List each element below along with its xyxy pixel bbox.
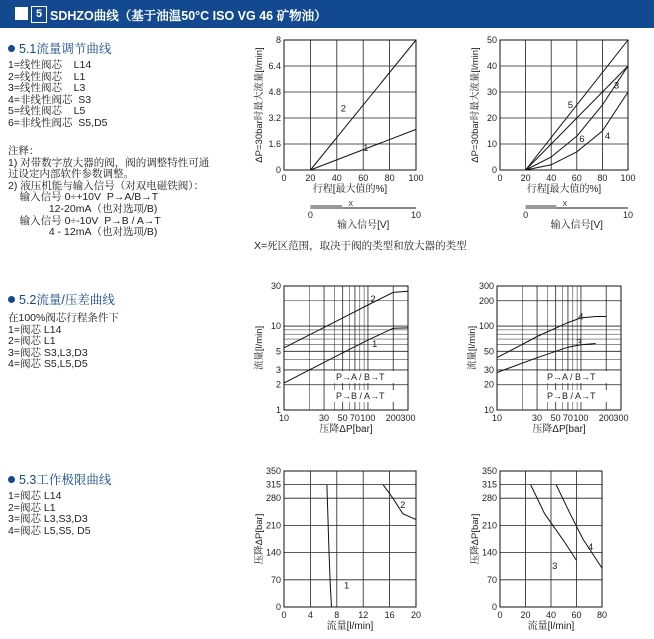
y-tick-label: 70 [270, 574, 281, 585]
deadband-mark: X [348, 201, 354, 208]
series-label: 5 [567, 100, 574, 111]
x-tick-label: 80 [596, 610, 608, 620]
chart-c3 [253, 281, 416, 435]
series-label: 4 [587, 541, 594, 553]
legend-line: 3=阀芯 S3,L3,D3 [8, 346, 88, 359]
x-tick-label: 20 [520, 610, 531, 620]
legend-line: 2=阀芯 L1 [8, 335, 56, 348]
deadband-note: X=死区范围，取决于阀的类型和放大器的类型 [254, 240, 467, 252]
x-tick-label: 40 [331, 173, 342, 183]
legend-line: 4=阀芯 L5,S5, D5 [8, 524, 91, 537]
y-tick-label: 1.6 [268, 139, 281, 149]
x-tick-label: 30 [319, 413, 330, 423]
y-tick-label: 4.8 [268, 87, 281, 97]
x-tick-label: 60 [571, 610, 582, 620]
series-label: 6 [579, 133, 585, 145]
series-line-1 [327, 485, 332, 607]
legend-line: 2=线性阀芯 L1 [8, 70, 86, 83]
x-tick-label: 16 [384, 610, 395, 620]
legend-line: 在100%阀芯行程条件下 [8, 312, 119, 324]
x-tick-label: 100 [573, 413, 589, 423]
y-tick-label: 315 [481, 479, 497, 490]
x-tick-label: 70 [562, 413, 573, 423]
series-label: 2 [340, 103, 347, 115]
y-tick-label: 300 [478, 281, 494, 291]
x-tick-label: 60 [571, 173, 582, 183]
y-tick-label: 0 [275, 602, 281, 612]
y-tick-label: 280 [481, 493, 497, 504]
y-tick-label: 3.2 [268, 113, 281, 123]
y-tick-label: 210 [481, 520, 497, 531]
signal-axis-label: 输入信号[V] [337, 220, 390, 231]
x-axis-label: 流量[l/min] [326, 621, 374, 632]
signal-tick: 0 [307, 210, 313, 220]
y-axis-label: 压降ΔP[bar] [254, 513, 265, 565]
y-tick-label: 30 [270, 281, 281, 291]
legend-line: 3=线性阀芯 L3 [8, 82, 86, 95]
note-line: 12-20mA（也对选项/B) [8, 202, 158, 215]
x-tick-label: 12 [358, 610, 369, 620]
plot-frame [284, 40, 416, 170]
flow-path-label: P→A / B→T [547, 372, 596, 382]
y-axis-label: 压降ΔP[bar] [470, 513, 481, 565]
chart-c2 [469, 35, 636, 231]
y-tick-label: 0 [491, 165, 497, 175]
x-axis-label: 流量[l/min] [527, 621, 575, 632]
x-tick-label: 70 [349, 413, 360, 423]
x-tick-label: 50 [550, 413, 561, 423]
legend-line: 5=线性阀芯 L5 [8, 105, 86, 118]
y-tick-label: 0 [491, 602, 497, 612]
legend-line: 1=阀芯 L14 [8, 490, 62, 502]
y-axis-label: 流量[l/min] [254, 325, 265, 371]
y-tick-label: 140 [481, 547, 497, 558]
series-label: 1 [344, 580, 350, 592]
x-tick-label: 200 [598, 413, 614, 423]
signal-tick: 0 [523, 210, 529, 220]
x-tick-label: 100 [620, 173, 636, 183]
section-title-flow-regulation: 5.1流量调节曲线 [8, 39, 111, 57]
legend-line: 4=阀芯 S5,L5,D5 [8, 358, 88, 371]
deadband-bar [310, 205, 342, 209]
y-tick-label: 140 [265, 547, 281, 558]
note-line: 输入信号 0÷+10V P→A/B→T [8, 191, 159, 204]
y-tick-label: 350 [481, 466, 497, 476]
x-tick-label: 0 [281, 610, 287, 620]
legend-line: 3=阀芯 L3,S3,D3 [8, 513, 88, 526]
x-tick-label: 300 [400, 413, 416, 423]
y-tick-label: 210 [265, 520, 281, 531]
note-line: 注释： [8, 145, 40, 157]
y-axis-label: ΔP=30bar时最大流量[l/min] [254, 47, 265, 163]
x-tick-label: 40 [546, 173, 557, 183]
y-tick-label: 3 [275, 364, 281, 375]
y-tick-label: 8 [275, 35, 281, 45]
y-tick-label: 40 [486, 61, 497, 71]
legend-line: 1=阀芯 L14 [8, 323, 62, 336]
chart-c6 [469, 466, 607, 632]
x-tick-label: 10 [278, 413, 290, 423]
y-tick-label: 10 [270, 321, 281, 332]
x-tick-label: 20 [410, 610, 422, 620]
banner-title: SDHZO曲线（基于油温50°C ISO VG 46 矿物油） [50, 9, 327, 23]
legend-line: 1=线性阀芯 L14 [8, 59, 92, 71]
series-label: 4 [578, 311, 584, 323]
y-tick-label: 6.4 [268, 61, 281, 71]
chart-c5 [253, 466, 421, 632]
y-tick-label: 70 [486, 574, 497, 585]
signal-axis-label: 输入信号[V] [550, 220, 603, 231]
x-tick-label: 20 [305, 173, 316, 183]
x-tick-label: 10 [491, 413, 503, 423]
chart-c4 [466, 281, 629, 435]
plot-frame [284, 471, 416, 607]
x-tick-label: 100 [408, 173, 424, 183]
series-line-2 [284, 291, 408, 351]
y-tick-label: 1 [275, 405, 281, 415]
note-line: 4 - 12mA（也对选项/B) [8, 226, 158, 239]
y-tick-label: 100 [478, 321, 494, 332]
y-tick-label: 5 [275, 346, 281, 357]
flow-path-label: P→A / B→T [336, 372, 385, 382]
y-tick-label: 2 [275, 379, 281, 390]
note-line: 1) 对带数字放大器的阀，阀的调整特性可通 [8, 156, 210, 169]
x-tick-label: 40 [545, 610, 557, 620]
x-axis-label: 压降ΔP[bar] [532, 424, 586, 435]
y-tick-label: 50 [483, 346, 494, 357]
series-label: 3 [552, 561, 558, 573]
plot-frame [500, 40, 628, 170]
series-label: 3 [576, 337, 582, 349]
x-axis-label: 压降ΔP[bar] [319, 424, 373, 435]
note-line: 2) 液压机能与输入信号（对双电磁铁阀）： [8, 179, 205, 192]
y-tick-label: 10 [486, 139, 497, 149]
y-tick-label: 200 [478, 295, 494, 306]
y-tick-label: 30 [486, 87, 497, 97]
flow-path-label: P→B / A→T [547, 391, 596, 401]
y-tick-label: 10 [483, 405, 494, 415]
banner-number: 5 [31, 6, 47, 23]
chart-c1 [253, 35, 424, 231]
section-title-flow-pressure: 5.2流量/压差曲线 [8, 290, 115, 308]
y-tick-label: 280 [265, 493, 281, 504]
y-axis-label: ΔP=30bar时最大流量[l/min] [470, 47, 481, 163]
x-tick-label: 30 [532, 413, 543, 423]
series-line-4 [556, 485, 602, 568]
signal-tick: 10 [622, 210, 634, 220]
x-tick-label: 200 [385, 413, 401, 423]
note-line: 输入信号 0÷-10V P→B / A→T [8, 214, 161, 227]
legend-line: 4=非线性阀芯 S3 [8, 93, 92, 106]
y-tick-label: 30 [483, 364, 494, 375]
x-tick-label: 4 [307, 610, 313, 620]
y-tick-label: 0 [275, 165, 281, 175]
y-tick-label: 50 [486, 35, 497, 45]
series-line-3 [531, 485, 577, 561]
note-line: 过设定内部软件参数调整。 [8, 168, 134, 181]
x-tick-label: 0 [281, 173, 287, 183]
y-tick-label: 20 [486, 113, 497, 123]
signal-tick: 10 [410, 210, 422, 220]
y-tick-label: 20 [483, 379, 494, 390]
x-tick-label: 60 [358, 173, 369, 183]
series-label: 2 [400, 500, 406, 512]
y-axis-label: 流量[l/min] [467, 325, 478, 371]
x-tick-label: 100 [360, 413, 376, 423]
flow-path-label: P→B / A→T [336, 391, 385, 401]
legend-line: 6=非线性阀芯 S5,D5 [8, 116, 108, 129]
x-tick-label: 0 [497, 173, 503, 183]
x-tick-label: 300 [613, 413, 629, 423]
x-axis-label: 行程[最大值的%] [312, 184, 388, 195]
y-tick-label: 350 [265, 466, 281, 476]
series-label: 4 [604, 131, 611, 143]
section-title-operating-limits: 5.3工作极限曲线 [8, 470, 111, 488]
x-tick-label: 50 [337, 413, 348, 423]
x-tick-label: 80 [384, 173, 395, 183]
series-label: 1 [371, 339, 378, 351]
x-tick-label: 80 [597, 173, 608, 183]
x-tick-label: 8 [334, 610, 340, 620]
y-tick-label: 315 [265, 479, 281, 490]
legend-line: 2=阀芯 L1 [8, 501, 56, 514]
x-axis-label: 行程[最大值的%] [526, 184, 602, 195]
series-label: 1 [363, 143, 369, 155]
x-tick-label: 0 [497, 610, 503, 620]
series-label: 3 [613, 80, 620, 92]
deadband-bar [526, 205, 557, 209]
x-tick-label: 20 [520, 173, 531, 183]
deadband-mark: X [562, 201, 568, 208]
series-label: 2 [370, 294, 376, 306]
